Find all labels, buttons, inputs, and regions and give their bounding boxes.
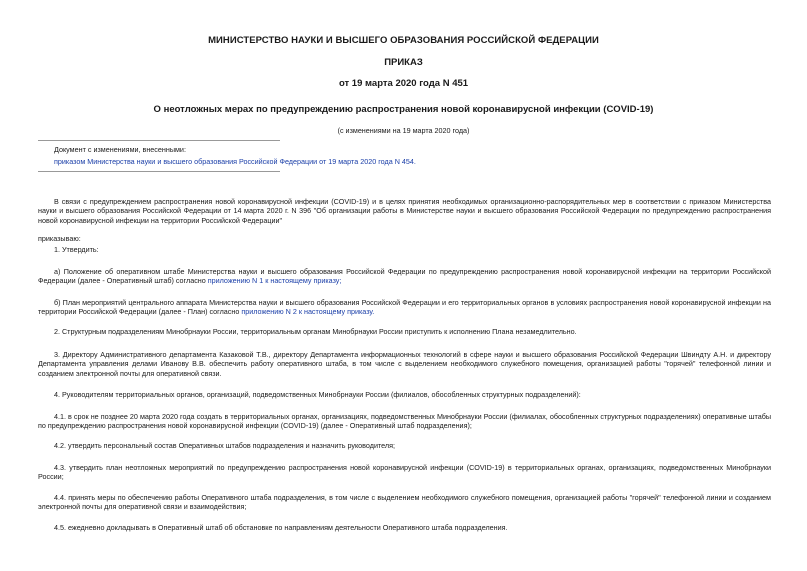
note-divider-bottom [38,171,280,172]
paragraph-4-4: 4.4. принять меры по обеспечению работы Оперативного штаба подразделения, в том числе с выделением необходимого служебного помещения, организацией работы "горячей" телефонной линии и созданием электронной почты для оперативной связи и взаимодействия; [38,493,771,512]
appendix-2-link[interactable]: приложению N 2 к настоящему приказу. [241,307,375,317]
paragraph-1a [38,267,771,286]
date-number-heading: от 19 марта 2020 года N 451 [338,78,469,89]
amendment-note: (с изменениями на 19 марта 2020 года) [337,126,470,135]
intro-paragraph: В связи с предупреждением распространения новой коронавирусной инфекции (COVID-19) и в целях принятия необходимых организационно-распорядительных мер в соответствии с приказом Министерства науки и высшего образования Российской Федерации от 14 марта 2020 г. N 396 "Об организации работы в Министерстве науки и высшего образования Российской Федерации по предупреждению распространения новой коронавирусной инфекции на территории Российской Федерации" [38,197,771,225]
paragraph-3: 3. Директору Административного департамента Казаковой Т.В., директору Департамента информационных технологий в сфере науки и высшего образования Российской Федерации Швиндту А.Н. и директору Департамента управления делами Иванову В.В. обеспечить работу оперативного штаба, в том числе с выделением необходимого служебного помещения, организацией работы "горячей" телефонной линии и созданием электронной почты для оперативной связи. [38,350,771,378]
paragraph-4-3: 4.3. утвердить план неотложных мероприятий по предупреждению распространения новой коронавирусной инфекции (COVID-19) в территориальных органах, организациях, подведомственных Минобрнауки России; [38,463,771,482]
paragraph-4-2: 4.2. утвердить персональный состав Оперативных штабов подразделения и назначить руководителя; [54,441,396,450]
order-word: приказываю: [38,234,81,243]
paragraph-1b-text: б) План мероприятий центрального аппарата Министерства науки и высшего образования Российской Федерации и его территориальных органов в условиях распространения новой коронавирусной инфекции на территории Российской Федерации (далее - План) согласно [38,298,771,317]
paragraph-1b [38,298,771,317]
document-title: О неотложных мерах по предупреждению распространения новой коронавирусной инфекции (COVID-19) [153,104,654,115]
paragraph-1: 1. Утвердить: [54,245,99,254]
appendix-1-link[interactable]: приложению N 1 к настоящему приказу; [207,276,342,286]
paragraph-1a-text: а) Положение об оперативном штабе Министерства науки и высшего образования Российской Федерации по предупреждению распространения новой коронавирусной инфекции на территории Российской Федерации (далее - Оперативный штаб) согласно [38,267,771,286]
amending-order-link[interactable]: приказом Министерства науки и высшего образования Российской Федерации от 19 марта 2020 года N 454. [54,157,416,166]
paragraph-4-1: 4.1. в срок не позднее 20 марта 2020 года создать в территориальных органах, организациях, подведомственных Минобрнауки России (филиалах, обособленных структурных подразделениях) оперативные штабы по предупреждению распространения новой коронавирусной инфекции (COVID-19) (далее - Оперативный штаб подразделения); [38,412,771,431]
paragraph-4-5: 4.5. ежедневно докладывать в Оперативный штаб об обстановке по направлениям деятельности Оперативного штаба подразделения. [54,523,508,532]
paragraph-2: 2. Структурным подразделениям Минобрнауки России, территориальным органам Минобрнауки России приступить к исполнению Плана незамедлительно. [54,327,577,336]
ministry-heading: МИНИСТЕРСТВО НАУКИ И ВЫСШЕГО ОБРАЗОВАНИЯ РОССИЙСКОЙ ФЕДЕРАЦИИ [208,35,599,46]
doc-type-heading: ПРИКАЗ [384,57,423,68]
note-label: Документ с изменениями, внесенными: [54,145,186,154]
note-divider-top [38,140,280,141]
paragraph-4: 4. Руководителям территориальных органов, организаций, подведомственных Минобрнауки России (филиалов, обособленных структурных подразделений): [54,390,581,399]
